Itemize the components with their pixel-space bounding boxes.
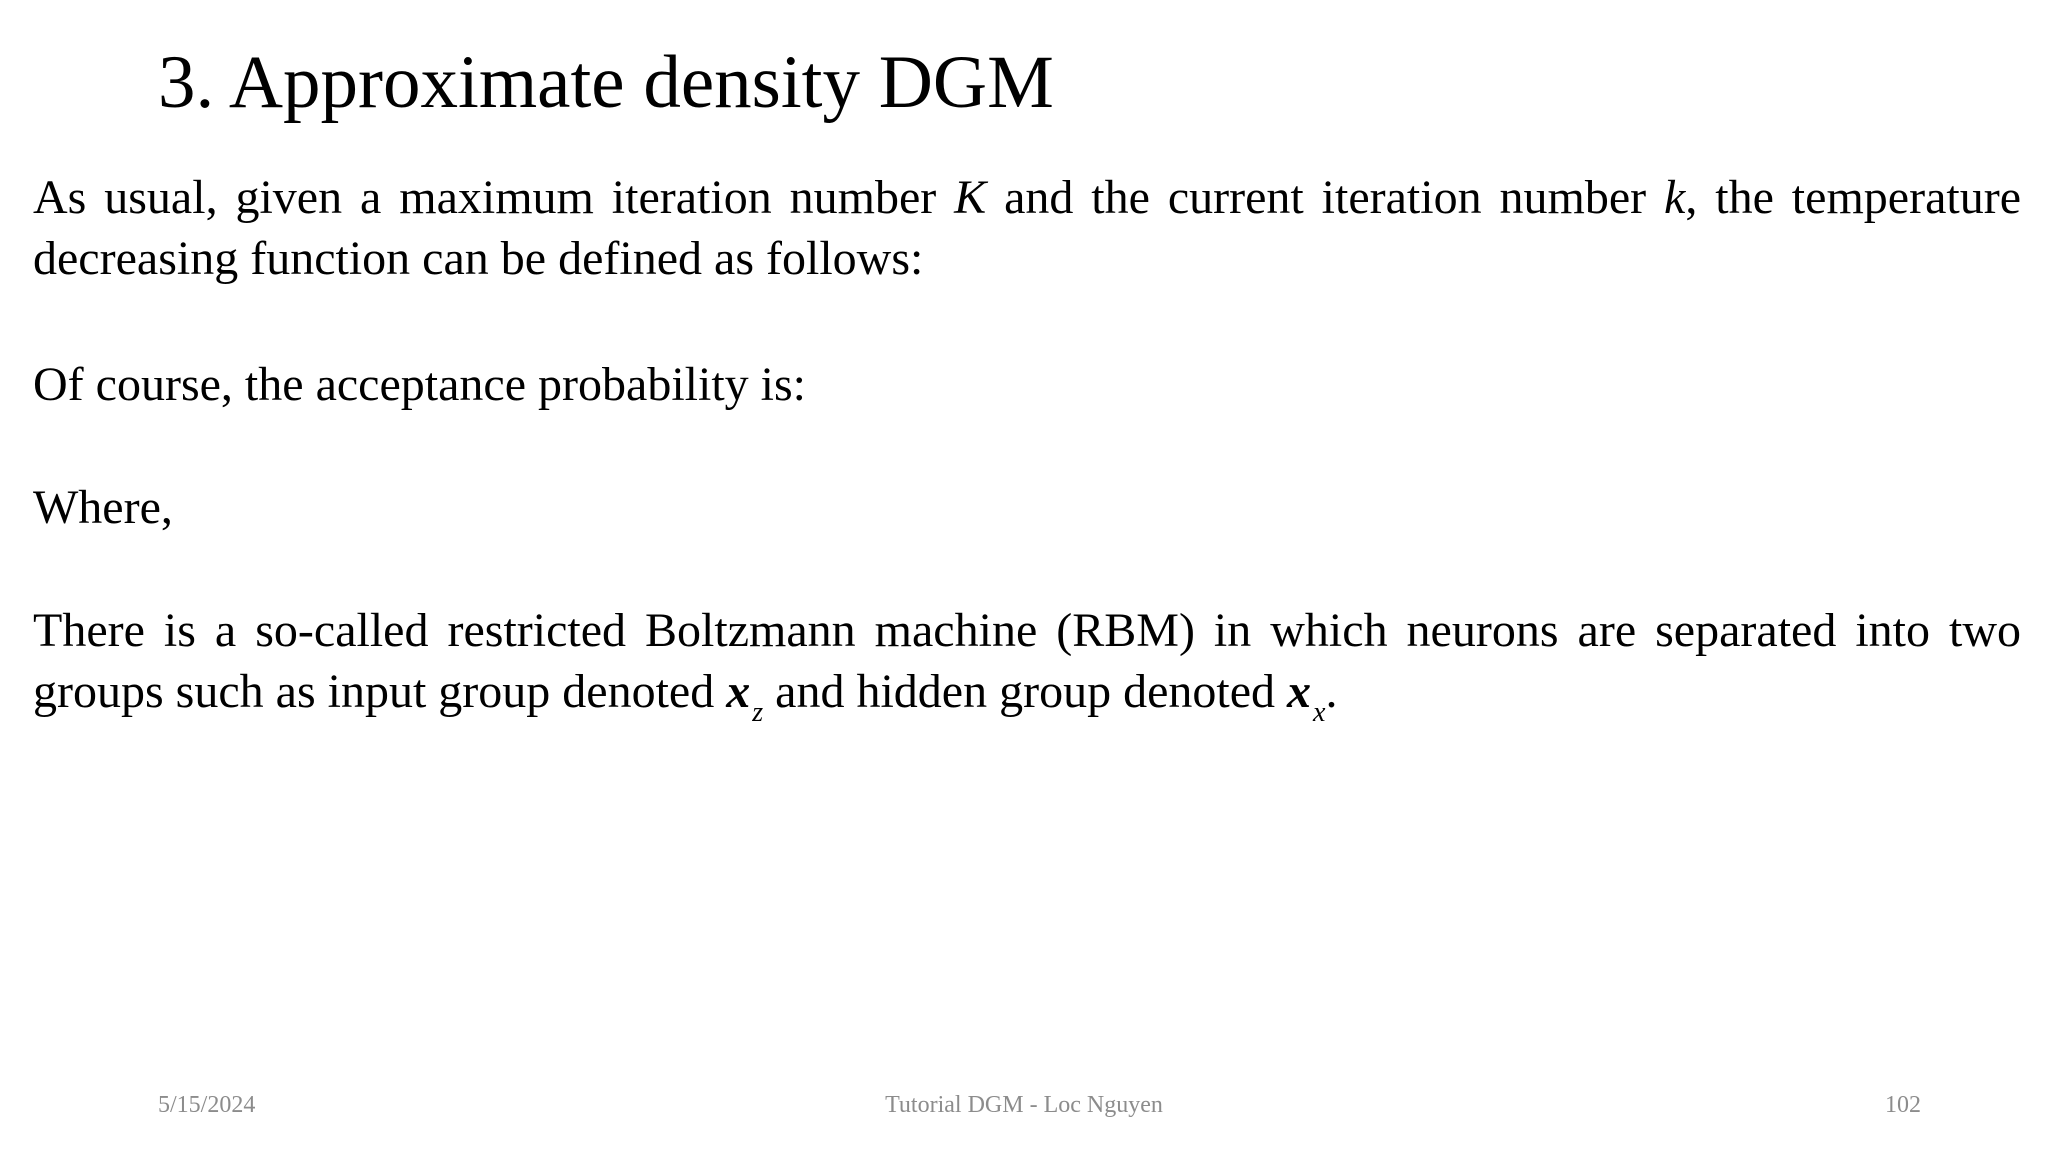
paragraph-temperature-function	[33, 167, 2021, 289]
slide-title: 3. Approximate density DGM	[158, 41, 1054, 124]
footer-page-number: 102	[1885, 1092, 1921, 1118]
para1-text-3: , the temperature decreasing function can be defined as follows:	[33, 171, 2022, 285]
vector-hidden: x	[1287, 665, 1312, 718]
para1-text-1: As usual, given a maximum iteration number	[33, 171, 955, 224]
paragraph-where: Where,	[33, 481, 173, 534]
para1-text-2: and the current iteration number	[986, 171, 1665, 224]
paragraph-rbm	[33, 600, 2021, 729]
subscript-hidden: x	[1313, 697, 1326, 728]
para4-text-2: and hidden group denoted	[763, 665, 1288, 718]
para4-text-1: There is a so-called restricted Boltzmann machine (RBM) in which neurons are separated into two groups such as input group denoted	[33, 604, 2021, 718]
subscript-input: z	[752, 697, 764, 728]
variable-current-iteration: k	[1664, 171, 1686, 224]
footer-date: 5/15/2024	[158, 1092, 256, 1118]
vector-input: x	[726, 665, 751, 718]
footer-title: Tutorial DGM - Loc Nguyen	[885, 1092, 1163, 1118]
paragraph-acceptance-probability: Of course, the acceptance probability is:	[33, 358, 807, 411]
para4-text-3: .	[1325, 665, 1338, 718]
variable-max-iteration: K	[954, 171, 987, 224]
